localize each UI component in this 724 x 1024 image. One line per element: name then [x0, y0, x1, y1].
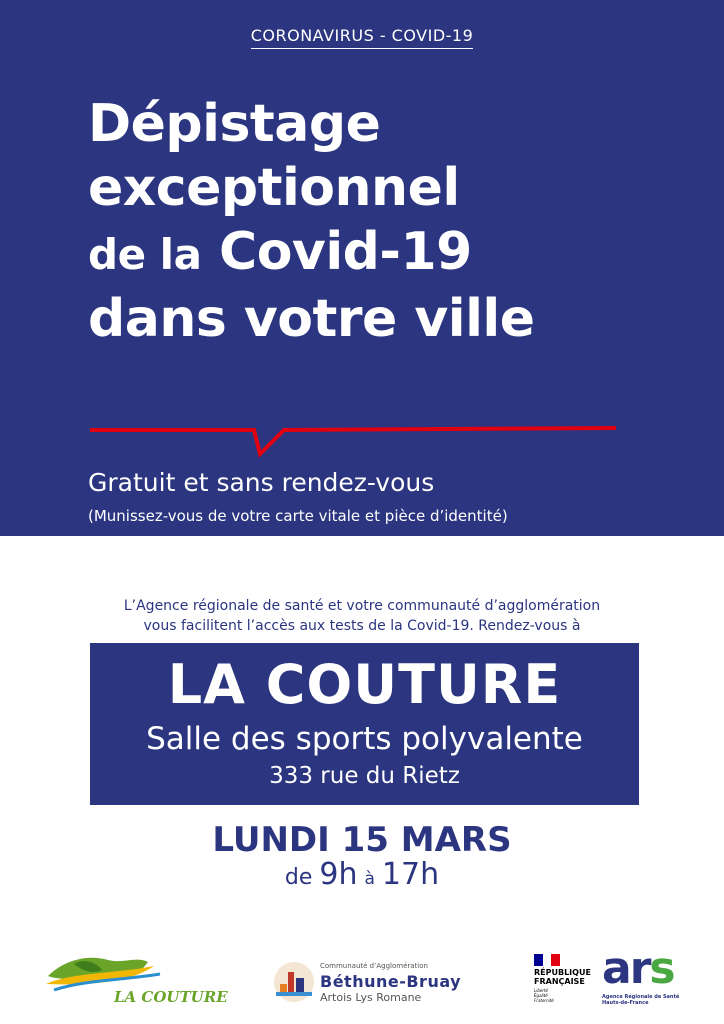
ars-subtitle-line-2: Hauts-de-France	[602, 1000, 649, 1006]
ars-letters-ar: ar	[602, 943, 650, 994]
hours-end: 17h	[381, 857, 440, 892]
kicker	[0, 26, 724, 49]
speech-bubble-divider-icon	[88, 418, 618, 458]
venue-name: Salle des sports polyvalente	[146, 721, 583, 757]
headline-line-3-big: Covid-19	[219, 222, 472, 282]
id-card-note: (Munissez-vous de votre carte vitale et pièce d’identité)	[88, 507, 508, 525]
motto-egalite: Égalité	[534, 993, 548, 998]
la-couture-logo-text: LA COUTURE	[114, 988, 228, 1006]
republique-text	[534, 968, 591, 986]
republique-francaise-logo	[534, 954, 598, 1010]
bethune-bruay-sub-text: Artois Lys Romane	[320, 991, 422, 1004]
ars-letter-s: s	[649, 943, 674, 994]
kicker-text: CORONAVIRUS - COVID-19	[251, 26, 474, 49]
motto-liberte: Liberté	[534, 988, 549, 993]
la-couture-logo	[44, 950, 228, 1012]
headline-line-3-small: de la	[88, 230, 202, 279]
republique-motto	[534, 988, 554, 1003]
hours-de: de	[284, 865, 313, 890]
ars-logo	[602, 943, 698, 1010]
hours-a: à	[364, 869, 375, 889]
subtitle: Gratuit et sans rendez-vous	[88, 468, 435, 497]
venue-address: 333 rue du Rietz	[269, 763, 460, 789]
republique-line-1: RÉPUBLIQUE	[534, 968, 591, 977]
bethune-bruay-small-text: Communauté d’Agglomération	[320, 962, 428, 970]
event-date: LUNDI 15 MARS	[212, 820, 512, 860]
headline-line-2: exceptionnel	[88, 158, 460, 218]
town-name: LA COUTURE	[167, 653, 562, 716]
motto-fraternite: Fraternité	[534, 998, 554, 1003]
ars-subtitle-line-1: Agence Régionale de Santé	[602, 994, 680, 1000]
hours-start: 9h	[319, 857, 358, 892]
event-hours	[0, 858, 724, 896]
bethune-bruay-logo-icon	[272, 960, 316, 1004]
headline-line-1: Dépistage	[88, 94, 381, 154]
headline-line-3	[88, 220, 688, 287]
location-box	[90, 643, 639, 805]
intro-line-1: L’Agence régionale de santé et votre communauté d’agglomération	[123, 598, 601, 614]
intro-line-2: vous facilitent l’accès aux tests de la Covid-19. Rendez-vous à	[143, 618, 581, 634]
intro-text	[0, 596, 724, 636]
bethune-bruay-main-text: Béthune-Bruay	[320, 972, 462, 991]
headline-line-4: dans votre ville	[88, 289, 535, 349]
bethune-bruay-logo	[272, 960, 472, 1006]
headline	[88, 92, 688, 351]
ars-subtitle	[602, 994, 679, 1006]
ars-logo-letters	[602, 944, 674, 994]
marianne-flag-icon	[534, 954, 560, 966]
republique-line-2: FRANÇAISE	[534, 977, 585, 986]
